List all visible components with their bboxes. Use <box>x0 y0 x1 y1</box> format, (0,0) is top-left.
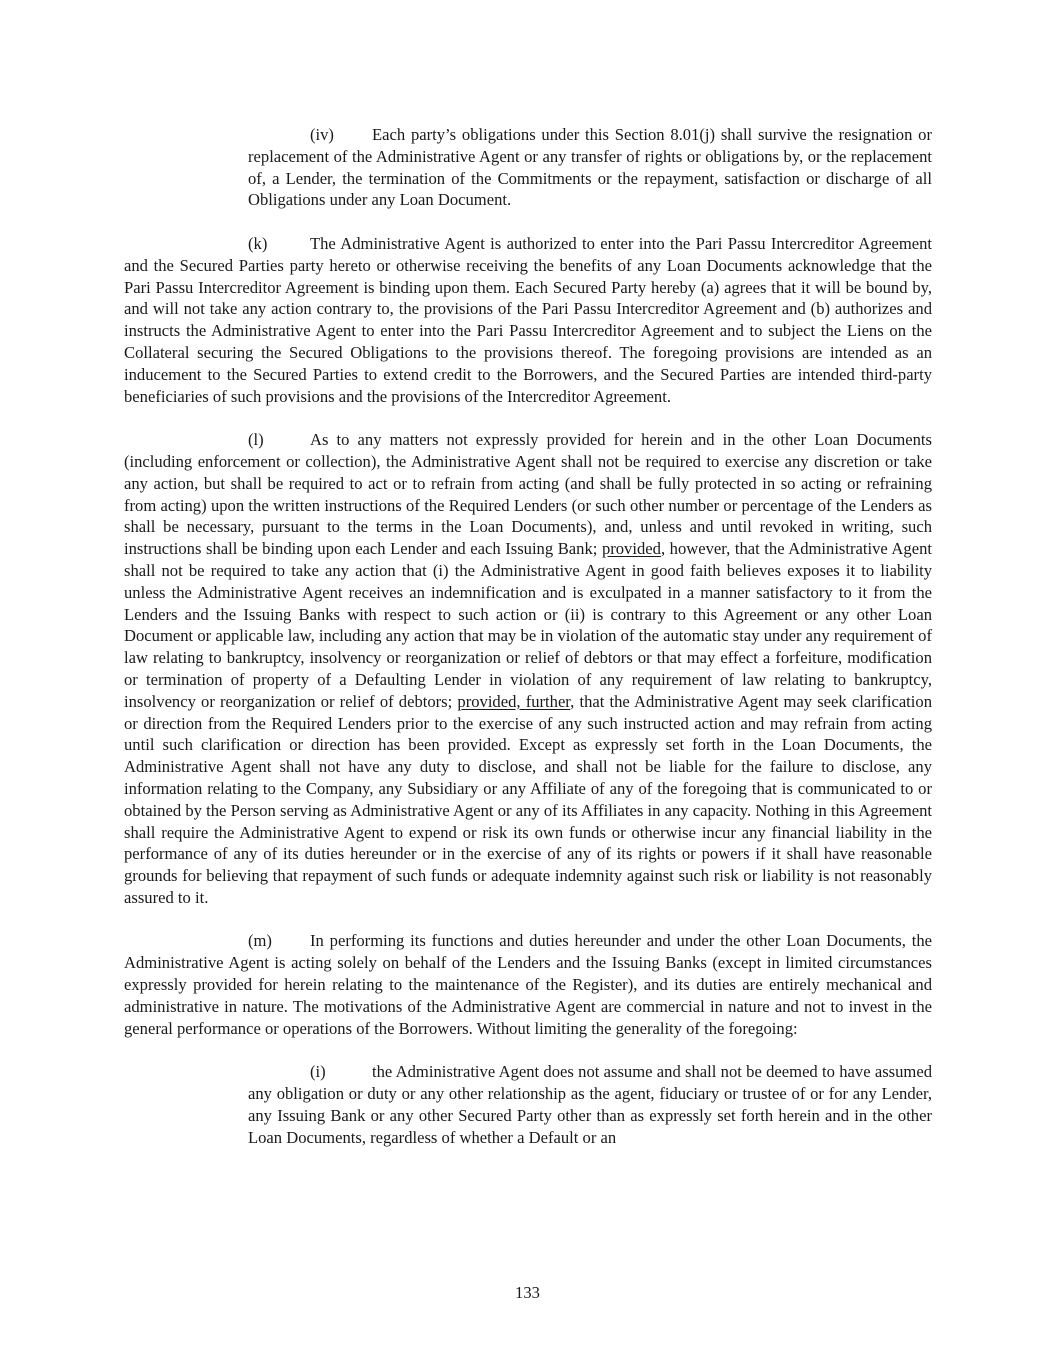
paragraph-i <box>248 1061 932 1148</box>
paragraph-text: Each party’s obligations under this Section 8.01(j) shall survive the resignation or replacement of the Administrative Agent or any transfer of rights or obligations by, or the replacement of, a Lender, the termination of the Commitments or the repayment, satisfaction or discharge of all Obligations under any Loan Document. <box>248 125 932 210</box>
paragraph-label: (iv) <box>310 125 334 144</box>
paragraph-text: The Administrative Agent is authorized to enter into the Pari Passu Intercreditor Agreement and the Secured Parties party hereto or otherwise receiving the benefits of any Loan Documents acknowledge that the Pari Passu Intercreditor Agreement is binding upon them. Each Secured Party hereby (a) agrees that it will be bound by, and will not take any action contrary to, the provisions of the Pari Passu Intercreditor Agreement and (b) authorizes and instructs the Administrative Agent to enter into the Pari Passu Intercreditor Agreement and to subject the Liens on the Collateral securing the Secured Obligations to the provisions thereof. The foregoing provisions are intended as an inducement to the Secured Parties to extend credit to the Borrowers, and the Secured Parties are intended third-party beneficiaries of such provisions and the provisions of the Intercreditor Agreement. <box>124 233 932 406</box>
paragraph-label: (k) <box>248 233 268 253</box>
provided-term: provided <box>601 539 661 559</box>
paragraph-text: , however, that the Administrative Agent shall not be required to take any action that (i) the Administrative Agent in good faith believes exposes it to liability unless the Administrative Agent receives an indemnification and is exculpated in a manner satisfactory to it from the Lenders and the Issuing Banks with respect to such action or (ii) is contrary to this Agreement or any other Loan Document or applicable law, including any action that may be in violation of the automatic stay under any requirement of law relating to bankruptcy, insolvency or reorganization or relief of debtors or that may effect a forfeiture, modification or termination of property of a Defaulting Lender in violation of any requirement of law relating to bankruptcy, insolvency or reorganization or relief of debtors; <box>124 539 932 711</box>
paragraph-text: , that the Administrative Agent may seek clarification or direction from the Required Lenders prior to the exercise of any such instructed action and may refrain from acting until such clarification or direction has been provided. Except as expressly set forth in the Loan Documents, the Administrative Agent shall not have any duty to disclose, and shall not be liable for the failure to disclose, any information relating to the Company, any Subsidiary or any Affiliate of any of the foregoing that is communicated to or obtained by the Person serving as Administrative Agent or any of its Affiliates in any capacity. Nothing in this Agreement shall require the Administrative Agent to expend or risk its own funds or otherwise incur any financial liability in the performance of any of its duties hereunder or in the exercise of any of its rights or powers if it shall have reasonable grounds for believing that repayment of such funds or adequate indemnity against such risk or liability is not reasonably assured to it. <box>124 691 932 907</box>
page-number: 133 <box>515 1283 540 1302</box>
paragraph-text: the Administrative Agent does not assume and shall not be deemed to have assumed any obligation or duty or any other relationship as the agent, fiduciary or trustee of or for any Lender, any Issuing Bank or any other Secured Party other than as expressly set forth herein and in the other Loan Documents, regardless of whether a Default or an <box>248 1062 932 1147</box>
provided-further-term: provided, further <box>457 691 571 711</box>
paragraph-m <box>124 930 932 1039</box>
paragraph-iv <box>248 124 932 211</box>
paragraph-l <box>124 429 932 909</box>
paragraph-label: (m) <box>248 931 272 951</box>
paragraph-label: (l) <box>248 430 264 450</box>
paragraph-text: As to any matters not expressly provided for herein and in the other Loan Documents (including enforcement or collection), the Administrative Agent shall not be required to exercise any discretion or take any action, but shall be required to act or to refrain from acting (and shall be fully protected in so acting or refraining from acting) upon the written instructions of the Required Lenders (or such other number or percentage of the Lenders as shall be necessary, pursuant to the terms in the Loan Documents), and, unless and until revoked in writing, such instructions shall be binding upon each Lender and each Issuing Bank; <box>124 430 932 559</box>
document-page <box>124 124 932 1170</box>
paragraph-label: (i) <box>310 1062 326 1082</box>
paragraph-text: In performing its functions and duties hereunder and under the other Loan Documents, the Administrative Agent is acting solely on behalf of the Lenders and the Issuing Banks (except in limited circumstances expressly provided for herein relating to the maintenance of the Register), and its duties are entirely mechanical and administrative in nature. The motivations of the Administrative Agent are commercial in nature and not to invest in the general performance or operations of the Borrowers. Without limiting the generality of the foregoing: <box>124 931 932 1038</box>
paragraph-k <box>124 233 932 407</box>
